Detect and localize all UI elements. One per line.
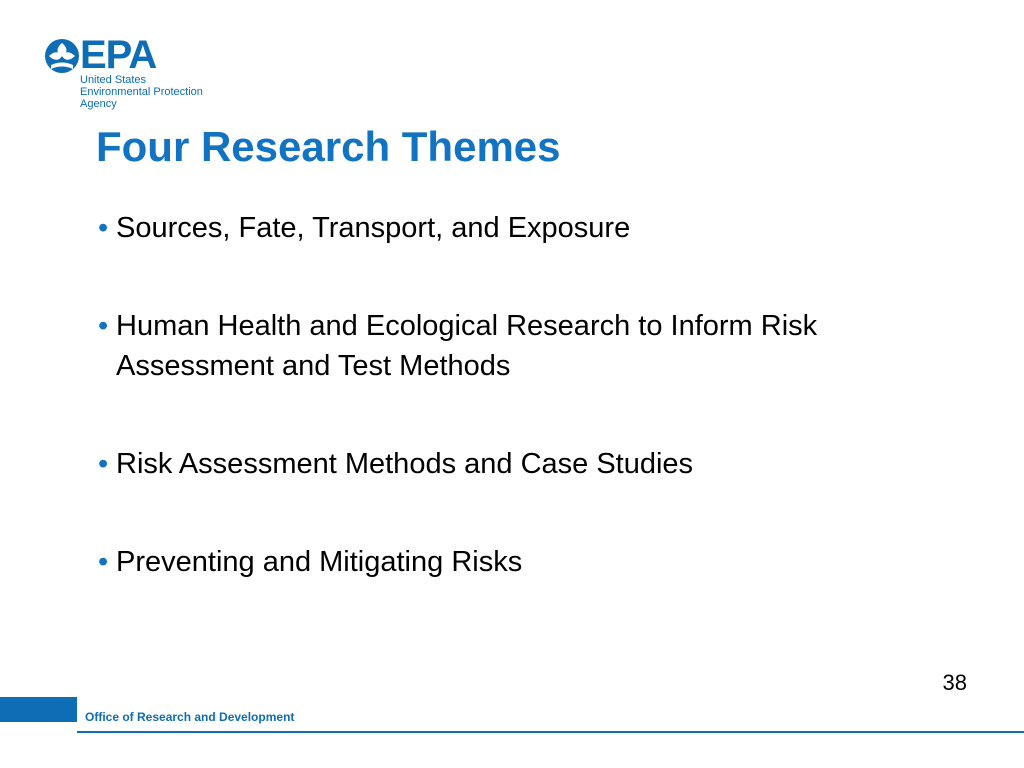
epa-wordmark: EPA [80, 33, 157, 77]
agency-name [80, 74, 203, 110]
bullet-icon: • [98, 212, 109, 244]
epa-flower-icon [44, 38, 80, 74]
bullet-text: Sources, Fate, Transport, and Exposure [116, 212, 631, 244]
agency-line: Environmental Protection [80, 86, 203, 98]
footer-accent-bar [0, 697, 77, 722]
bullet-list [96, 208, 976, 582]
bullet-text: Risk Assessment Methods and Case Studies [116, 448, 694, 480]
agency-line: Agency [80, 98, 117, 110]
bullet-text: Human Health and Ecological Research to Inform Risk Assessment and Test Methods [116, 310, 818, 382]
footer-office-name: Office of Research and Development [85, 710, 295, 724]
page-number: 38 [942, 670, 967, 695]
slide-title: Four Research Themes [96, 123, 561, 170]
bullet-icon: • [98, 310, 109, 342]
footer-divider [77, 731, 1024, 733]
epa-logo [44, 33, 244, 114]
bullet-item [96, 208, 976, 248]
bullet-icon: • [98, 546, 109, 578]
bullet-icon: • [98, 448, 109, 480]
bullet-item [96, 306, 976, 386]
bullet-text: Preventing and Mitigating Risks [116, 546, 523, 578]
agency-line: United States [80, 74, 147, 86]
bullet-item [96, 542, 976, 582]
bullet-item [96, 444, 976, 484]
